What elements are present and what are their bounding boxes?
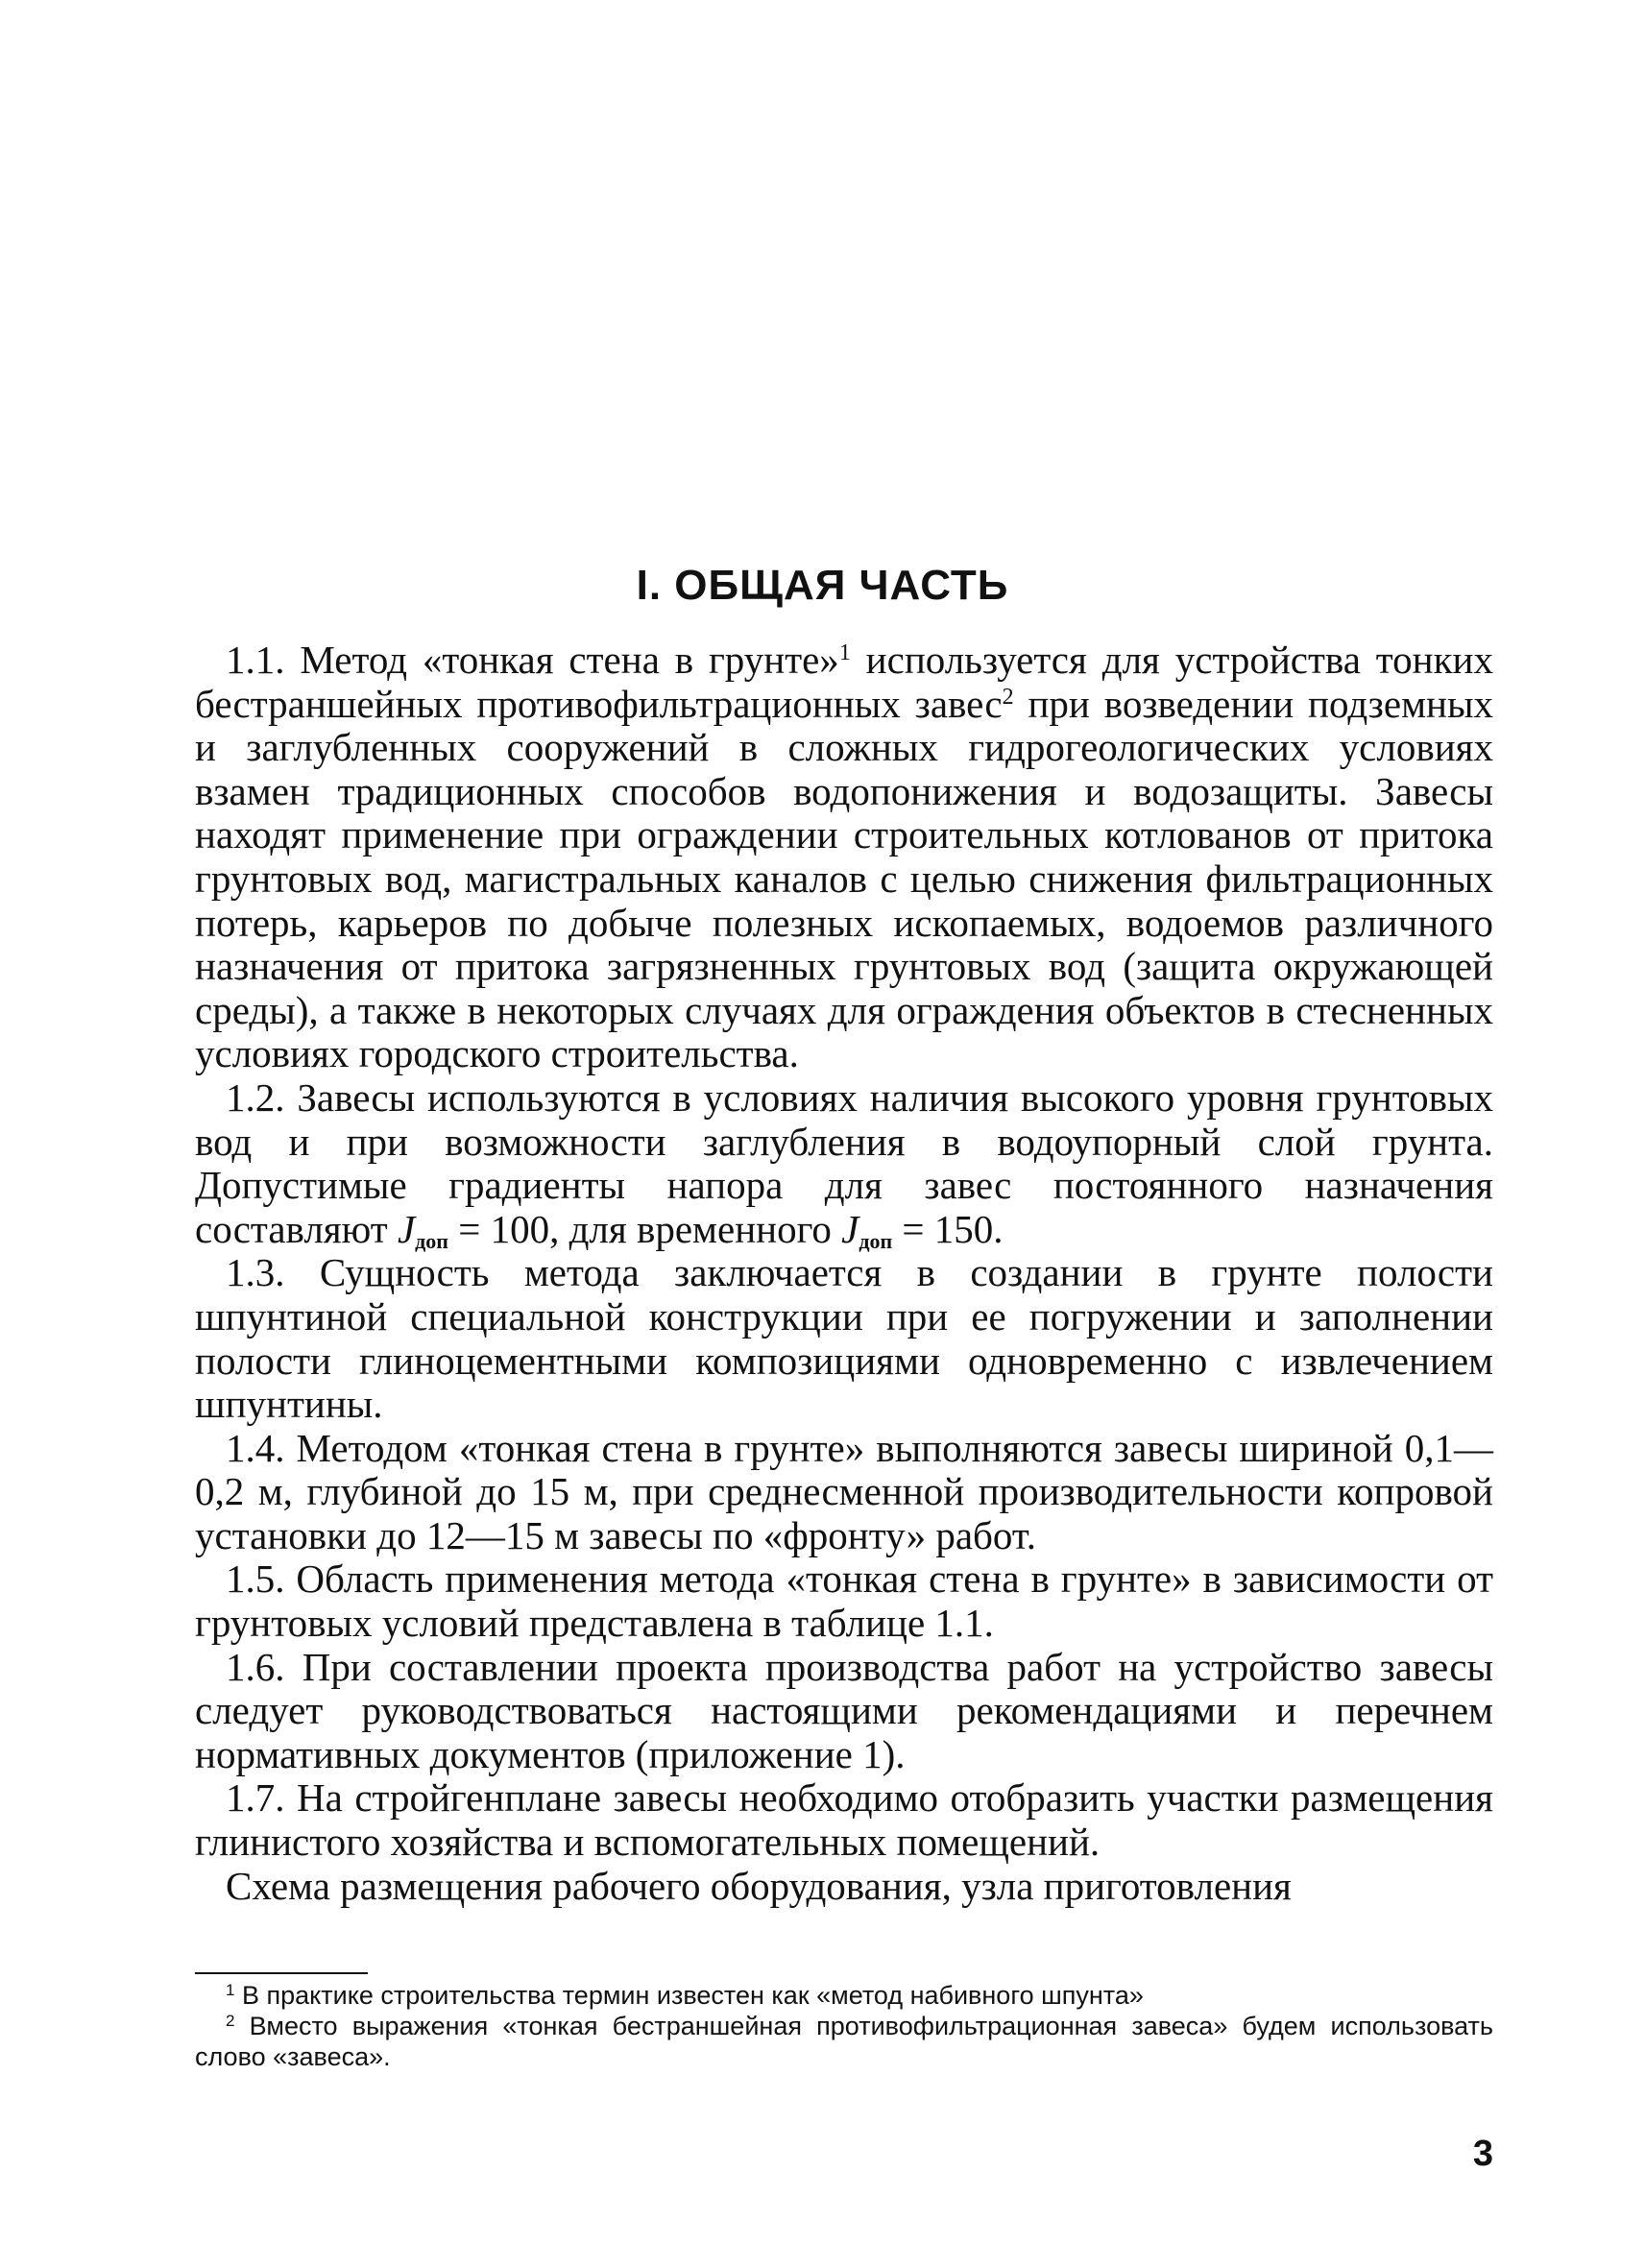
paragraph-1-5: 1.5. Область применения метода «тонкая стена в грунте» в зависимости от грунтовых условий представлена в таблице 1.1. <box>195 1556 1493 1646</box>
paragraph-1-4: 1.4. Методом «тонкая стена в грунте» выполняются завесы шириной 0,1—0,2 м, глубиной до 15 м, при среднесменной производительности копровой установки до 12—15 м завесы по «фронту» работ. <box>195 1425 1493 1557</box>
paragraph-1-2-text-b: = 100, для временного <box>458 1206 832 1251</box>
page-number: 3 <box>1472 2134 1493 2174</box>
paragraph-1-2-text-a: 1.2. Завесы используются в условиях наличия высокого уровня грунтовых вод и при возможности заглубления в водоупорный слой грунта. Допустимые градиенты напора для завес постоянного назначения составляют <box>195 1074 1493 1251</box>
gradient-subscript: доп <box>415 1228 448 1253</box>
body-text <box>195 639 1493 1908</box>
footnote-1-mark: 1 <box>226 1981 235 1999</box>
paragraph-1-3: 1.3. Сущность метода заключается в создании в грунте полости шпунтиной специальной конструкции при ее погружении и заполнении полости глиноцементными композициями одновременно с извлечением шпунтины. <box>195 1250 1493 1427</box>
footnote-ref-2: 2 <box>1002 684 1014 710</box>
paragraph-continuation: Схема размещения рабочего оборудования, узла приготовления <box>226 1863 1292 1908</box>
paragraph-1-1-text-a: 1.1. Метод «тонкая стена в грунте» <box>226 638 839 682</box>
gradient-symbol: J <box>397 1206 416 1251</box>
footnote-2 <box>195 2011 1493 2072</box>
section-heading: I. ОБЩАЯ ЧАСТЬ <box>636 562 1009 609</box>
paragraph-1-6: 1.6. При составлении проекта производства работ на устройство завесы следует руководствоваться настоящими рекомендациями и перечнем нормативных документов (приложение 1). <box>195 1644 1493 1776</box>
paragraph-1-2 <box>195 1076 1493 1251</box>
paragraph-1-1-text-c: при возведении подземных и заглубленных сооружений в сложных гидрогеологических условиях взамен традиционных способов водопонижения и водозащиты. Завесы находят применение при ограждении строительных котлованов от притока грунтовых вод, магистральных каналов с целью снижения фильтрационных потерь, карьеров по добыче полезных ископаемых, водоемов различного назначения от притока загрязненных грунтовых вод (защита окружающей среды), а также в некоторых случаях для ограждения объектов в стесненных условиях городского строительства. <box>195 681 1494 1076</box>
footnote-2-mark: 2 <box>226 2012 235 2030</box>
gradient-subscript-2: доп <box>859 1228 893 1253</box>
paragraph-1-7: 1.7. На стройгенплане завесы необходимо отобразить участки размещения глинистого хозяйства и вспомогательных помещений. <box>195 1775 1493 1865</box>
paragraph-1-1 <box>195 639 1493 1076</box>
gradient-symbol-2: J <box>841 1206 859 1251</box>
footnote-2-text: Вместо выражения «тонкая бестраншейная противофильтрационная завеса» будем использовать слово «завеса». <box>195 2012 1493 2071</box>
footnote-divider <box>195 1972 368 1974</box>
footnote-1-text: В практике строительства термин известен как «метод набивного шпунта» <box>234 1981 1144 2010</box>
footnotes <box>195 1980 1493 2072</box>
paragraph-1-2-text-c: = 150. <box>902 1206 1004 1251</box>
footnote-ref-1: 1 <box>838 640 851 665</box>
footnote-1 <box>195 1980 1493 2011</box>
paragraph-1-1-text-b: используется для устройства тонких бестраншейных противофильтрационных завес <box>195 638 1493 726</box>
